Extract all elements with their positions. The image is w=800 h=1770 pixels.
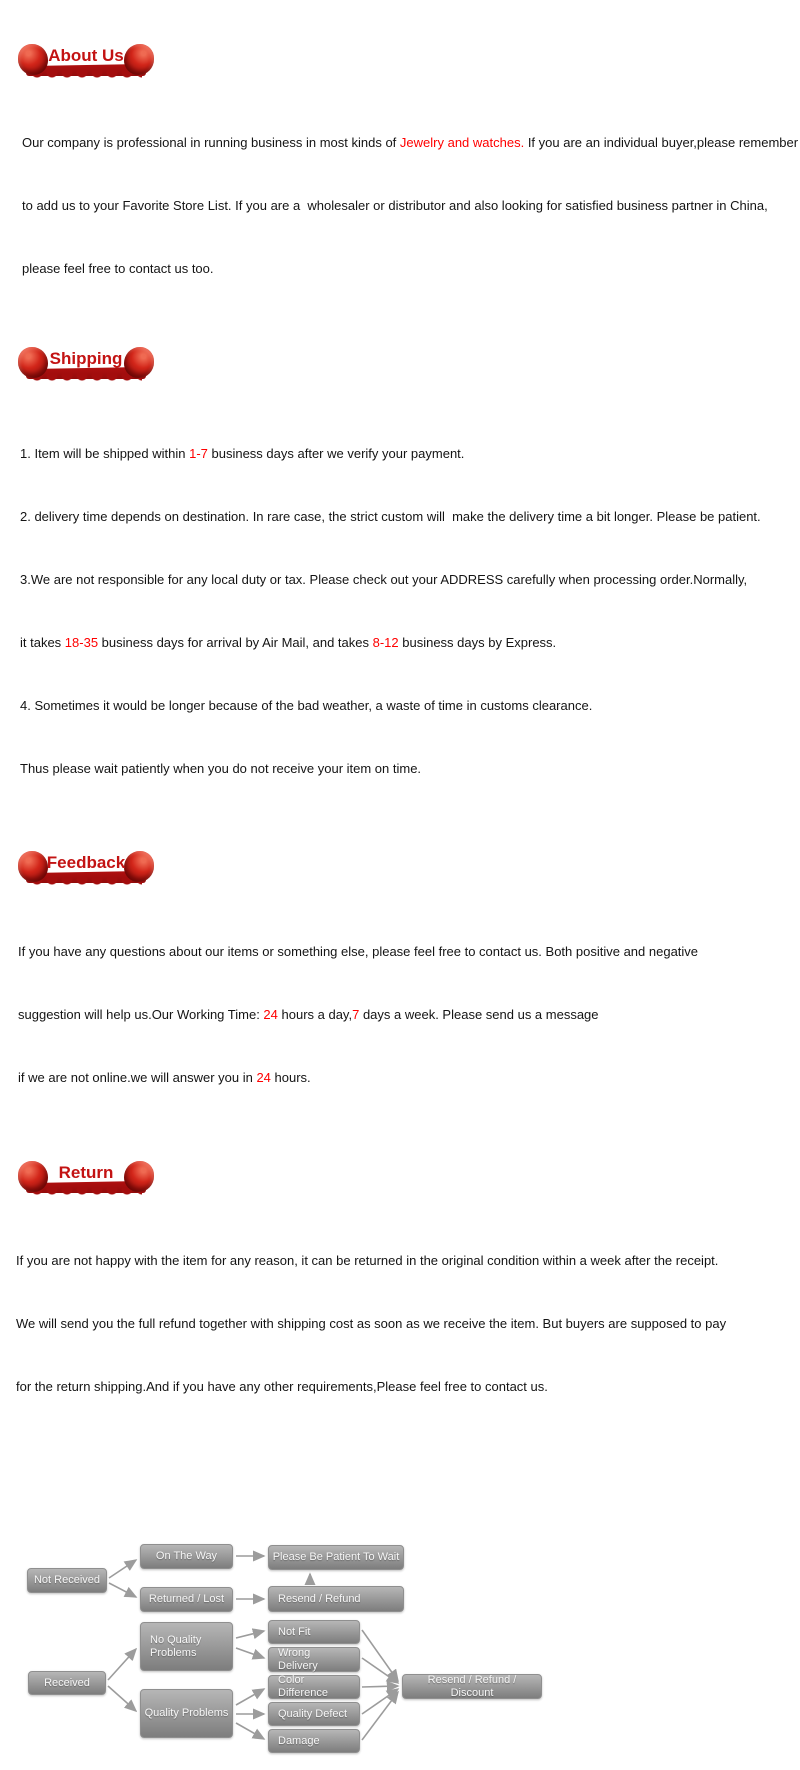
text-line: We will send you the full refund together with shipping cost as soon as we receive the item. But buyers are supposed to pay: [16, 1316, 727, 1331]
feedback-banner-label: Feedback: [46, 853, 126, 872]
return-banner-label: Return: [58, 1163, 114, 1182]
about-us-banner: [20, 44, 152, 74]
flow-node-not-fit: Not Fit: [268, 1620, 360, 1644]
flow-node-wrong-delivery: Wrong Delivery: [268, 1647, 360, 1672]
text-line: If you are not happy with the item for any reason, it can be returned in the original condition within a week after the receipt.: [16, 1253, 719, 1268]
text-line: Our company is professional in running business in most kinds of Jewelry and watches. If you are an individual buyer,please remember: [22, 135, 799, 150]
ribbon-scallop-edge: [30, 877, 142, 887]
text-line: 2. delivery time depends on destination. In rare case, the strict custom will make the delivery time a bit longer. Please be patient.: [20, 509, 761, 524]
text-line: 3.We are not responsible for any local duty or tax. Please check out your ADDRESS carefully when processing order.Normally,: [20, 572, 748, 587]
flow-node-resend-refund: Resend / Refund: [268, 1586, 404, 1612]
text-line: for the return shipping.And if you have any other requirements,Please feel free to contact us.: [16, 1379, 548, 1394]
shipping-text: [20, 401, 800, 821]
flow-node-resend-refund-discount: Resend / Refund / Discount: [402, 1674, 542, 1699]
seller-info-page: [0, 44, 800, 1770]
about-us-text: [22, 90, 800, 321]
flow-node-not-received: Not Received: [27, 1568, 107, 1593]
flow-node-on-the-way: On The Way: [140, 1544, 233, 1569]
ribbon-scallop-edge: [30, 70, 142, 80]
text-line: Thus please wait patiently when you do not receive your item on time.: [20, 761, 422, 776]
feedback-text: [18, 899, 800, 1130]
shipping-banner: [20, 347, 152, 377]
text-line: suggestion will help us.Our Working Time: 24 hours a day,7 days a week. Please send us a message: [18, 1007, 599, 1022]
flow-node-received: Received: [28, 1671, 106, 1695]
text-line: to add us to your Favorite Store List. If you are a wholesaler or distributor and also looking for satisfied business partner in China,: [22, 198, 768, 213]
text-line: it takes 18-35 business days for arrival by Air Mail, and takes 8-12 business days by Express.: [20, 635, 557, 650]
shipping-banner-label: Shipping: [49, 349, 123, 368]
ribbon-scallop-edge: [30, 373, 142, 383]
after-sale-flowchart: [20, 1535, 590, 1770]
flow-node-damage: Damage: [268, 1729, 360, 1753]
flow-node-please-be-patient: Please Be Patient To Wait: [268, 1545, 404, 1570]
flow-node-returned-lost: Returned / Lost: [140, 1587, 233, 1612]
text-line: please feel free to contact us too.: [22, 261, 214, 276]
return-banner: [20, 1161, 152, 1191]
flow-node-no-quality-problems: No Quality Problems: [140, 1622, 233, 1671]
text-line: If you have any questions about our items or something else, please feel free to contact us. Both positive and negative: [18, 944, 699, 959]
flow-node-quality-problems: Quality Problems: [140, 1689, 233, 1738]
return-text: [16, 1208, 800, 1439]
flow-node-color-difference: Color Difference: [268, 1675, 360, 1699]
text-line: 4. Sometimes it would be longer because of the bad weather, a waste of time in customs clearance.: [20, 698, 593, 713]
about-us-banner-label: About Us: [48, 46, 124, 65]
text-line: if we are not online.we will answer you in 24 hours.: [18, 1070, 311, 1085]
ribbon-scallop-edge: [30, 1187, 142, 1197]
flow-node-quality-defect: Quality Defect: [268, 1702, 360, 1726]
feedback-banner: [20, 851, 152, 881]
text-line: 1. Item will be shipped within 1-7 business days after we verify your payment.: [20, 446, 465, 461]
